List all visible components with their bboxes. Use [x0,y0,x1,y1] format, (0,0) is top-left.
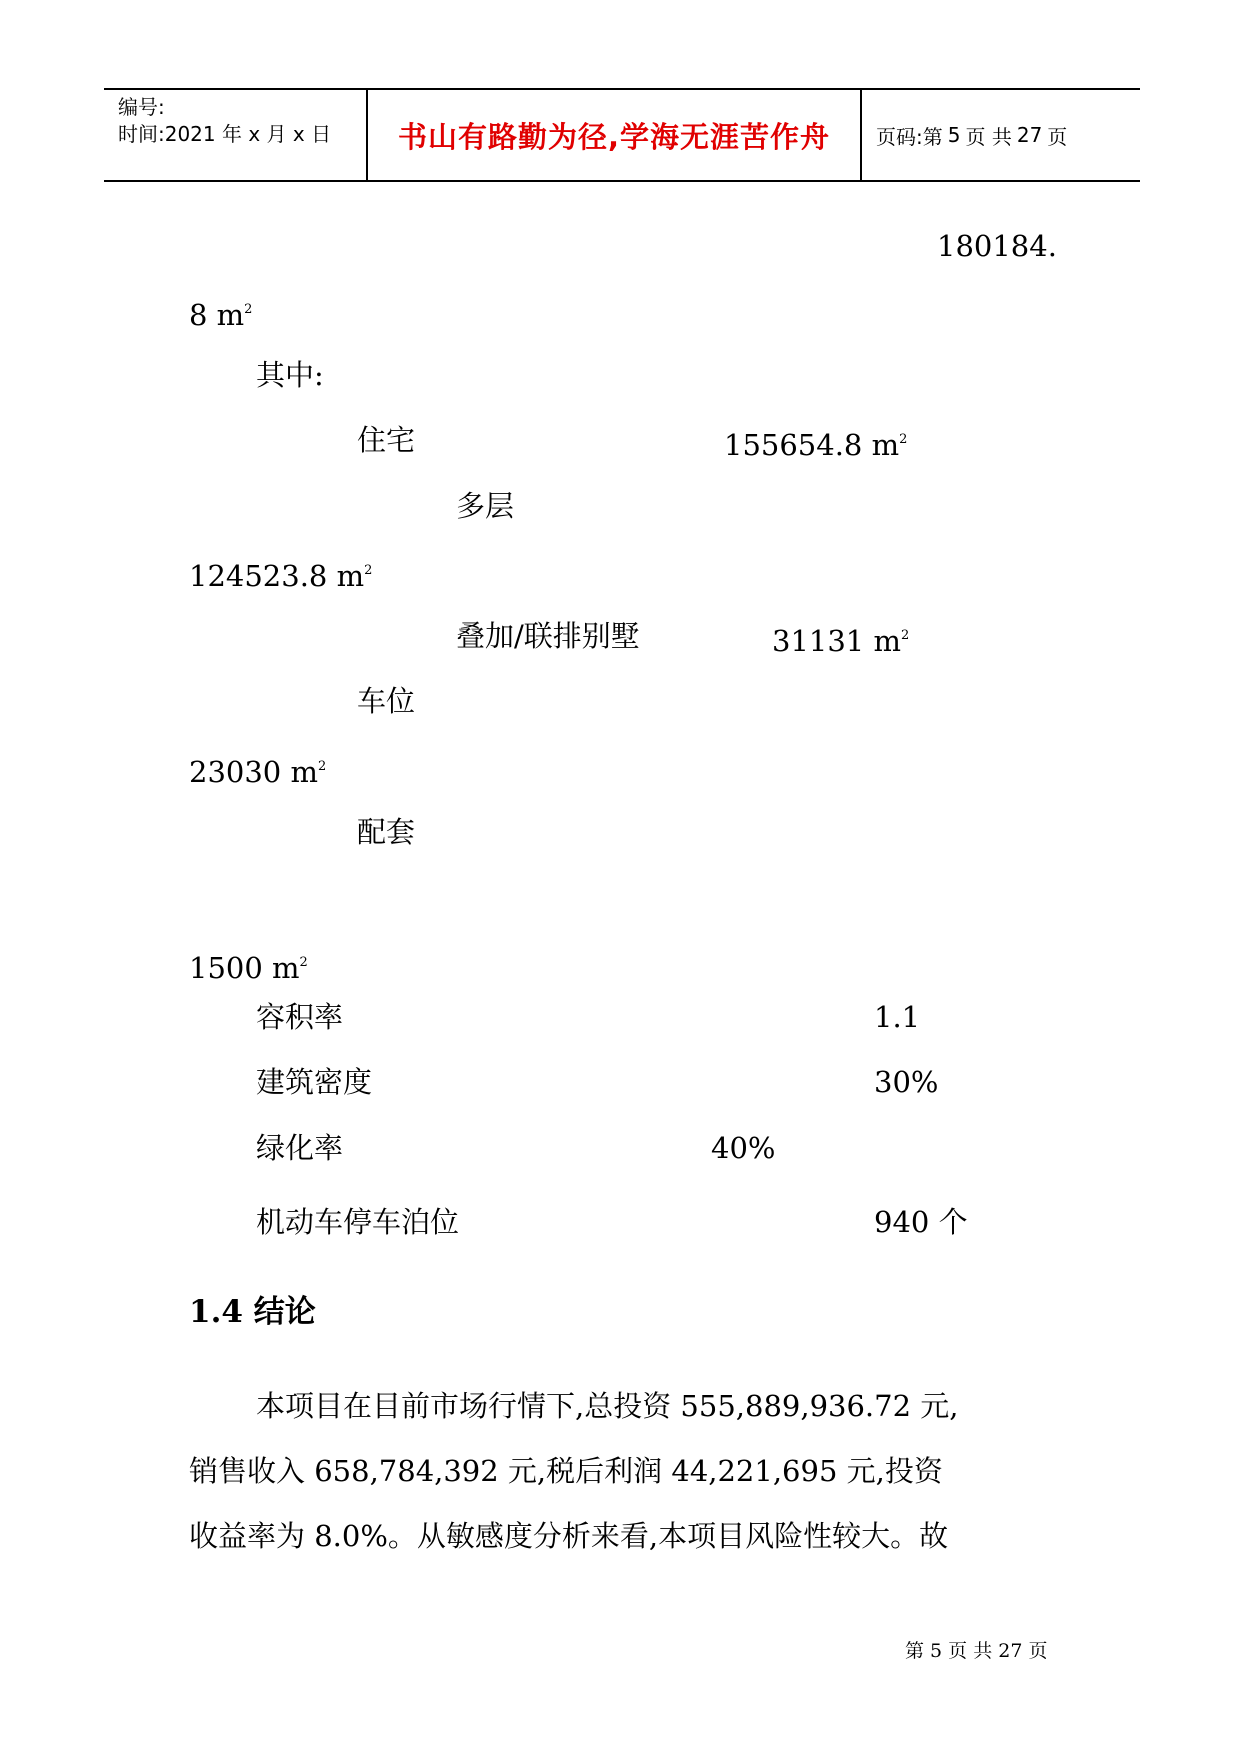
total-area-part2: 8 $m^2$ [189,298,253,332]
residential-value: 155654.8 $m^2$ [724,428,908,462]
conclusion-line-3: 收益率为 8.0%。从敏感度分析来看,本项目风险性较大。故 [189,1519,949,1553]
conclusion-line-2: 销售收入 658,784,392 元,税后利润 44,221,695 元,投资 [189,1454,943,1488]
page-label-suffix: 页 [1047,124,1068,149]
parking-label: 车位 [357,684,416,718]
greening-rate-value: 40% [711,1131,776,1165]
building-density-label: 建筑密度 [256,1065,373,1099]
document-number-label: 编号: [118,95,165,119]
page-total: 27 [1016,123,1043,147]
header-page-info [862,90,1140,180]
square-superscript: 2 [244,302,253,317]
among-label: 其中: [256,358,324,392]
villa-label: 叠加/联排别墅 [456,619,640,653]
supporting-value: 1500 $m^2$ [189,951,308,985]
supporting-label: 配套 [357,815,416,849]
residential-label: 住宅 [357,423,416,457]
building-density-value: 30% [874,1065,939,1099]
header-info [104,90,368,180]
conclusion-line-1: 本项目在目前市场行情下,总投资 555,889,936.72 元, [256,1389,959,1423]
section-heading: 1.4 结论 [189,1294,316,1330]
page-label-mid: 页 共 [965,124,1012,149]
villa-value: 31131 $m^2$ [772,624,910,658]
page-number: 5 [947,123,961,147]
page-label-prefix: 页码:第 [876,124,943,149]
parking-spaces-value: 940 个 [874,1205,968,1239]
total-area-part1: 180184. [937,229,1057,263]
parking-value: 23030 $m^2$ [189,755,327,789]
far-value: 1.1 [874,1000,921,1034]
multistory-value: 124523.8 $m^2$ [189,559,373,593]
header-motto: 书山有路勤为径,学海无涯苦作舟 [368,90,862,180]
page-header [104,88,1140,182]
multistory-label: 多层 [456,489,515,523]
document-time-label: 时间:2021 年 x 月 x 日 [118,122,332,146]
page-footer: 第 5 页 共 27 页 [905,1640,1048,1662]
greening-rate-label: 绿化率 [256,1131,344,1165]
far-label: 容积率 [256,1000,344,1034]
parking-spaces-label: 机动车停车泊位 [256,1205,460,1239]
